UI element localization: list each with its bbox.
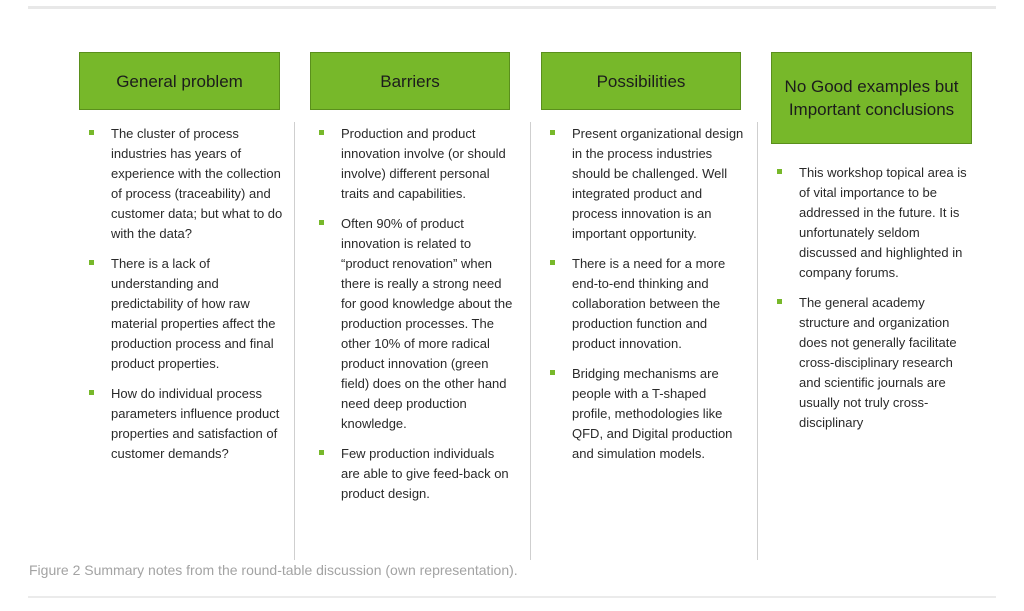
header-barriers (310, 52, 510, 110)
list-item-text: The general academy structure and organization does not generally facilitate cross-disciplinary research and scientific journals are usually not truly cross-disciplinary (799, 295, 957, 430)
bullet-icon (319, 450, 324, 455)
header-possibilities (541, 52, 741, 110)
header-label: General problem (116, 71, 243, 91)
bullet-icon (777, 299, 782, 304)
bullet-icon (89, 260, 94, 265)
list-item-text: Often 90% of product innovation is related to “product renovation” when there is really a strong need for good knowledge about the production processes. The other 10% of more radical product innovation (green field) does on the other hand need deep production knowledge. (341, 216, 513, 431)
list-item (775, 163, 975, 283)
list-item-text: Present organizational design in the process industries should be challenged. Well integrated product and process innovation is an important opportunity. (572, 126, 744, 241)
list-item-text: Bridging mechanisms are people with a T-shaped profile, methodologies like QFD, and Digital production and simulation models. (572, 366, 733, 461)
list-item (548, 254, 744, 354)
list-item-text: There is a need for a more end-to-end thinking and collaboration between the production function and product innovation. (572, 256, 726, 351)
bullet-icon (319, 220, 324, 225)
list-item (317, 444, 515, 504)
list-item (548, 364, 744, 464)
column-possibilities (548, 124, 744, 474)
list-item (87, 124, 283, 244)
bullet-icon (777, 169, 782, 174)
list-item (548, 124, 744, 244)
column-divider (294, 122, 295, 560)
column-barriers (317, 124, 515, 514)
column-conclusions (775, 163, 975, 443)
top-rule (28, 6, 996, 9)
list-item-text: Production and product innovation involve (or should involve) different personal traits and capabilities. (341, 126, 506, 201)
list-item-text: Few production individuals are able to give feed-back on product design. (341, 446, 509, 501)
header-label: Possibilities (596, 71, 686, 91)
bullet-icon (550, 370, 555, 375)
header-conclusions (771, 52, 972, 144)
bullet-icon (550, 130, 555, 135)
figure-caption: Figure 2 Summary notes from the round-table discussion (own representation). (29, 562, 518, 578)
header-general-problem (79, 52, 280, 110)
list-item-text: This workshop topical area is of vital importance to be addressed in the future. It is unfortunately seldom discussed and highlighted in company forums. (799, 165, 967, 280)
bullet-icon (319, 130, 324, 135)
list-item-text: The cluster of process industries has years of experience with the collection of process (traceability) and customer data; but what to do with the data? (111, 126, 283, 241)
list-item (775, 293, 975, 433)
list-item (317, 214, 515, 434)
header-label: No Good examples but Important conclusions (784, 77, 959, 119)
bullet-icon (89, 130, 94, 135)
list-item (87, 254, 283, 374)
bottom-rule (28, 596, 996, 598)
column-divider (757, 122, 758, 560)
list-item (317, 124, 515, 204)
bullet-icon (550, 260, 555, 265)
list-item-text: How do individual process parameters influence product properties and satisfaction of customer demands? (111, 386, 280, 461)
column-general-problem (87, 124, 283, 474)
list-item-text: There is a lack of understanding and predictability of how raw material properties affect the production process and final product properties. (111, 256, 276, 371)
bullet-icon (89, 390, 94, 395)
list-item (87, 384, 283, 464)
header-label: Barriers (380, 71, 440, 91)
column-divider (530, 122, 531, 560)
